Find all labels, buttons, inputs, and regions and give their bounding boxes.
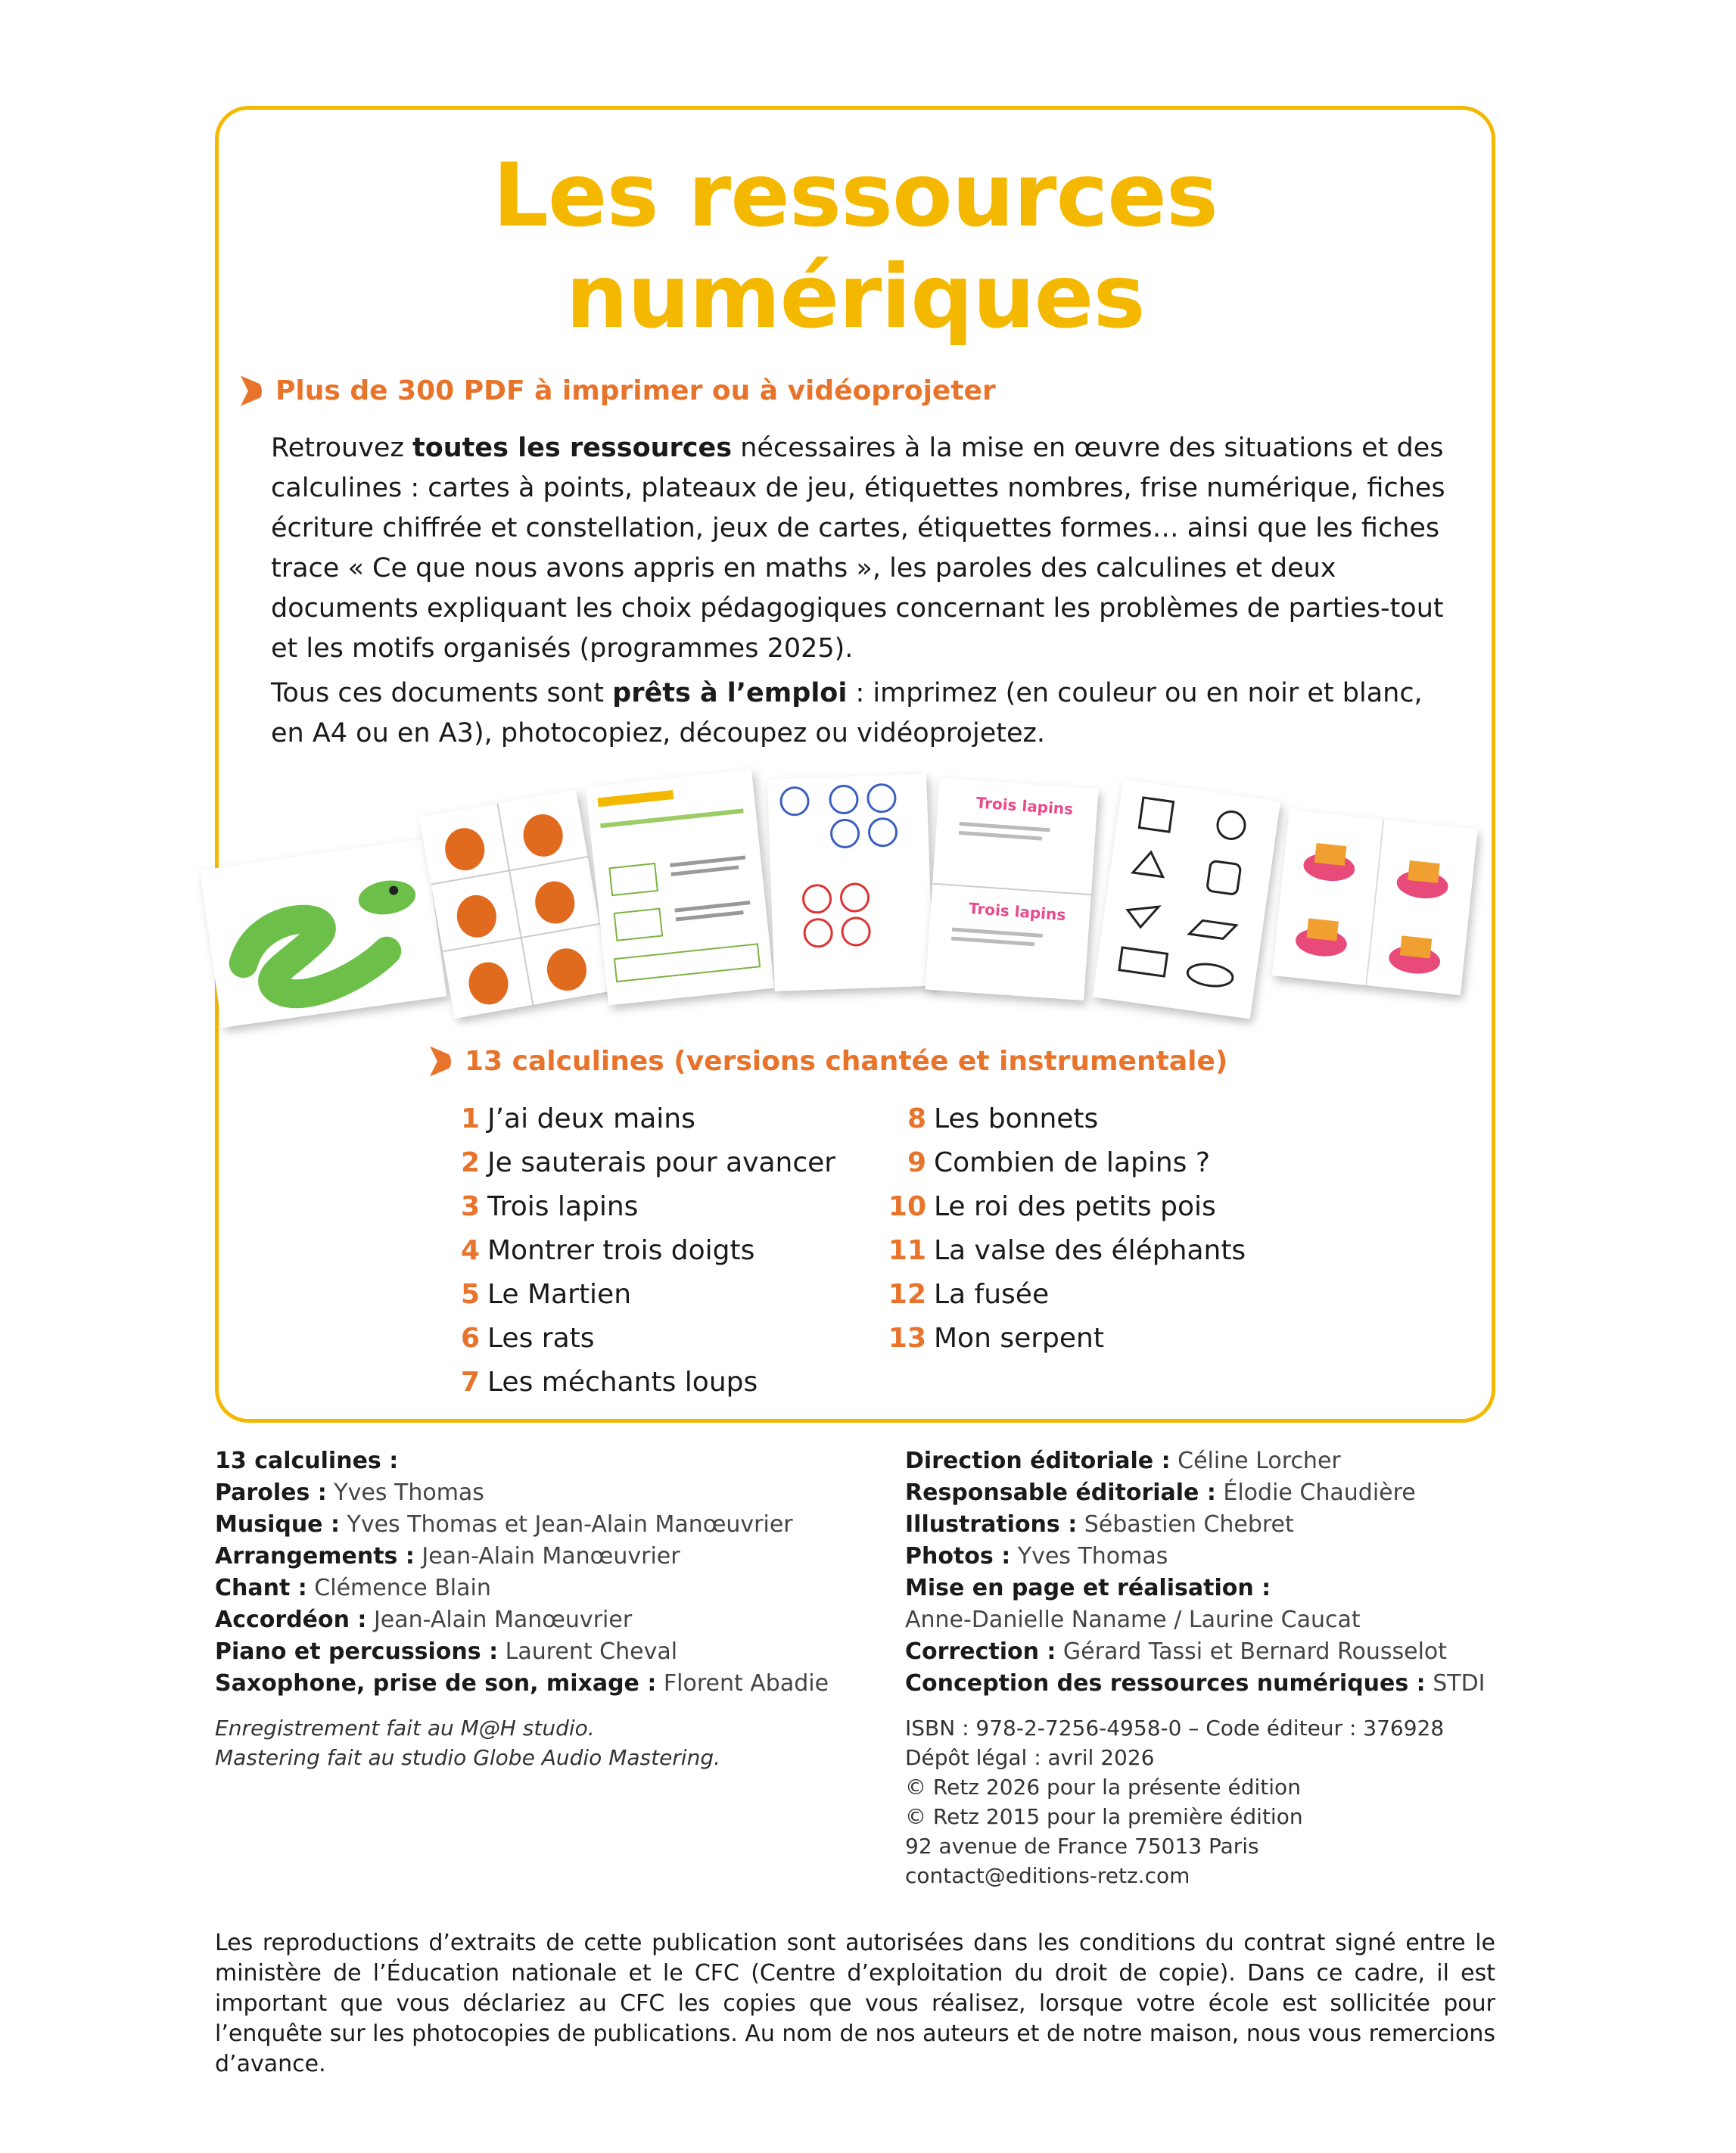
credit-label: Accordéon : <box>215 1607 367 1633</box>
credit-label: Saxophone, prise de son, mixage : <box>215 1670 657 1697</box>
credit-label: Correction : <box>905 1638 1056 1665</box>
song-title: La fusée <box>934 1279 1050 1310</box>
song-item <box>884 1185 1246 1229</box>
credits-left <box>215 1445 829 1772</box>
credit-value: Sébastien Chebret <box>1077 1511 1294 1538</box>
song-title: Le Martien <box>487 1279 632 1310</box>
credit-row <box>215 1573 829 1604</box>
reproduction-notice: Les reproductions d’extraits de cette publication sont autorisées dans les conditions du contrat signé entre le ministère de l’Éducation nationale et le CFC (Centre d’exploitation du droit de copie). Dans ce cadre, il est important que vous déclariez au CFC les copies que vous réalisez, lorsque votre école est sollicitée pour l’enquête sur les photocopies de publications. Au nom de nos auteurs et de notre maison, nous vous remercions d’avance. <box>215 1930 1495 2077</box>
legal-line: © Retz 2026 pour la présente édition <box>905 1775 1301 1800</box>
p1-text-b: nécessaires à la mise en œuvre des situations et des calculines : cartes à points, plateaux de jeu, étiquettes nombres, frise numérique, fiches écriture chiffrée et constellation, jeux de cartes, étiquettes formes… ainsi que les fiches trace « Ce que nous avons appris en maths », les paroles des calculines et deux documents expliquant les choix pédagogiques concernant les problèmes de parties-tout et les motifs organisés (programmes 2025). <box>271 433 1445 664</box>
title-line-1: Les ressources <box>493 145 1218 247</box>
credit-label: Piano et percussions : <box>215 1638 499 1665</box>
arrow-marker-icon <box>430 1047 451 1077</box>
credit-row <box>215 1509 829 1541</box>
song-list-col2 <box>884 1097 1246 1361</box>
thumb-dots <box>767 774 934 991</box>
song-title: J’ai deux mains <box>487 1103 695 1134</box>
song-number: 8 <box>907 1103 926 1134</box>
section-calculines-heading <box>430 1046 1227 1077</box>
song-number: 9 <box>907 1147 926 1178</box>
credit-row <box>215 1668 829 1700</box>
song-number: 12 <box>888 1279 926 1310</box>
song-title: Montrer trois doigts <box>487 1235 755 1266</box>
credit-value: STDI <box>1425 1670 1486 1697</box>
song-item <box>884 1141 1246 1185</box>
song-number: 3 <box>460 1191 480 1222</box>
p1-text-a: Retrouvez <box>271 433 412 463</box>
song-title: Mon serpent <box>934 1323 1104 1354</box>
section-pdf-heading-text: Plus de 300 PDF à imprimer ou à vidéoprojeter <box>275 375 996 406</box>
credit-row <box>905 1509 1486 1541</box>
song-item <box>437 1229 835 1273</box>
credits-right <box>905 1445 1486 1890</box>
song-item <box>437 1185 835 1229</box>
song-number: 2 <box>460 1147 480 1178</box>
credit-row <box>905 1477 1486 1509</box>
song-title: Les rats <box>487 1323 595 1354</box>
paragraph-ready <box>271 674 1448 754</box>
song-item <box>884 1097 1246 1141</box>
section-calculines-heading-text: 13 calculines (versions chantée et instrumentale) <box>465 1046 1228 1077</box>
song-item <box>437 1141 835 1185</box>
song-title: La valse des éléphants <box>934 1235 1246 1266</box>
song-number: 7 <box>460 1367 480 1398</box>
song-item <box>884 1229 1246 1273</box>
thumb-snake <box>200 838 446 1028</box>
resource-thumbnails <box>192 764 1509 1052</box>
layout-value-text: Anne-Danielle Naname / Laurine Caucat <box>905 1607 1361 1633</box>
credit-label: Arrangements : <box>215 1543 415 1570</box>
paragraph-resources <box>271 428 1448 669</box>
page-title <box>215 145 1495 348</box>
credit-value: Jean-Alain Manœuvrier <box>366 1607 633 1633</box>
song-number: 1 <box>460 1103 480 1134</box>
song-title: Combien de lapins ? <box>934 1147 1210 1178</box>
credit-label: Musique : <box>215 1511 340 1538</box>
song-title: Le roi des petits pois <box>934 1191 1216 1222</box>
legal-line: contact@editions-retz.com <box>905 1863 1190 1888</box>
credit-label: Direction éditoriale : <box>905 1448 1171 1474</box>
p2-text-a: Tous ces documents sont <box>271 678 613 708</box>
layout-value <box>905 1604 1486 1636</box>
credit-value: Yves Thomas <box>326 1479 484 1506</box>
credits-heading-text: 13 calculines : <box>215 1448 399 1474</box>
thumb-worksheet <box>586 770 774 1005</box>
credit-row <box>905 1541 1486 1573</box>
song-list-col1 <box>437 1097 835 1405</box>
thumb-card-title-2: Trois lapins <box>968 899 1067 925</box>
song-title: Les méchants loups <box>487 1367 758 1398</box>
credit-value: Florent Abadie <box>656 1670 829 1697</box>
song-number: 4 <box>460 1235 480 1266</box>
credit-value: Clémence Blain <box>306 1575 491 1601</box>
p2-text-b: : imprimez (en couleur ou en noir et blanc, en A4 ou en A3), photocopiez, découpez ou vidéoprojetez. <box>271 678 1423 748</box>
credit-value: Yves Thomas <box>1010 1543 1168 1570</box>
legal-line: Dépôt légal : avril 2026 <box>905 1745 1155 1770</box>
song-title: Trois lapins <box>487 1191 639 1222</box>
song-title: Je sauterais pour avancer <box>487 1147 836 1178</box>
song-item <box>437 1317 835 1361</box>
credit-row <box>215 1604 829 1636</box>
song-number: 11 <box>888 1235 926 1266</box>
credit-row <box>215 1636 829 1668</box>
credit-row <box>905 1573 1486 1604</box>
section-pdf-heading <box>241 375 996 406</box>
p1-bold: toutes les ressources <box>412 433 733 463</box>
credit-value: Jean-Alain Manœuvrier <box>414 1543 680 1570</box>
legal-line: 92 avenue de France 75013 Paris <box>905 1834 1259 1859</box>
song-item <box>884 1317 1246 1361</box>
credit-label: Illustrations : <box>905 1511 1078 1538</box>
thumb-cats <box>419 790 611 1019</box>
legal-line: © Retz 2015 pour la première édition <box>905 1804 1303 1829</box>
legal-line: ISBN : 978-2-7256-4958-0 – Code éditeur : 376928 <box>905 1716 1445 1741</box>
thumb-shapes <box>1093 779 1280 1019</box>
song-number: 10 <box>888 1191 926 1222</box>
credit-label: Chant : <box>215 1575 307 1601</box>
thumb-song-cards <box>925 778 1098 1000</box>
song-item <box>884 1273 1246 1317</box>
credit-label: Paroles : <box>215 1479 327 1506</box>
arrow-marker-icon <box>241 376 262 406</box>
credit-label: Mise en page et réalisation : <box>905 1575 1271 1601</box>
thumb-card-title-1: Trois lapins <box>975 793 1074 819</box>
credit-label: Photos : <box>905 1543 1011 1570</box>
song-number: 5 <box>460 1279 480 1310</box>
credit-label: Conception des ressources numériques : <box>905 1670 1426 1697</box>
credit-label: Responsable éditoriale : <box>905 1479 1216 1506</box>
song-item <box>437 1361 835 1405</box>
song-item <box>437 1273 835 1317</box>
credit-row <box>905 1445 1486 1477</box>
p2-bold: prêts à l’emploi <box>612 678 848 708</box>
recording-note: Enregistrement fait au M@H studio. <box>215 1716 595 1741</box>
credit-row <box>905 1668 1486 1700</box>
title-line-2: numériques <box>565 246 1145 348</box>
credit-value: Élodie Chaudière <box>1215 1479 1416 1506</box>
credits-heading <box>215 1445 829 1477</box>
credit-row <box>215 1477 829 1509</box>
song-title: Les bonnets <box>934 1103 1099 1134</box>
song-number: 6 <box>460 1323 480 1354</box>
song-item <box>437 1097 835 1141</box>
credit-value: Gérard Tassi et Bernard Rousselot <box>1056 1638 1448 1665</box>
song-number: 13 <box>888 1323 926 1354</box>
credit-row <box>905 1636 1486 1668</box>
credit-value: Yves Thomas et Jean-Alain Manœuvrier <box>339 1511 793 1538</box>
credit-value: Céline Lorcher <box>1170 1448 1341 1474</box>
thumb-cakes <box>1272 810 1478 995</box>
credit-value: Laurent Cheval <box>498 1638 678 1665</box>
mastering-note: Mastering fait au studio Globe Audio Mastering. <box>215 1745 721 1770</box>
credit-row <box>215 1541 829 1573</box>
